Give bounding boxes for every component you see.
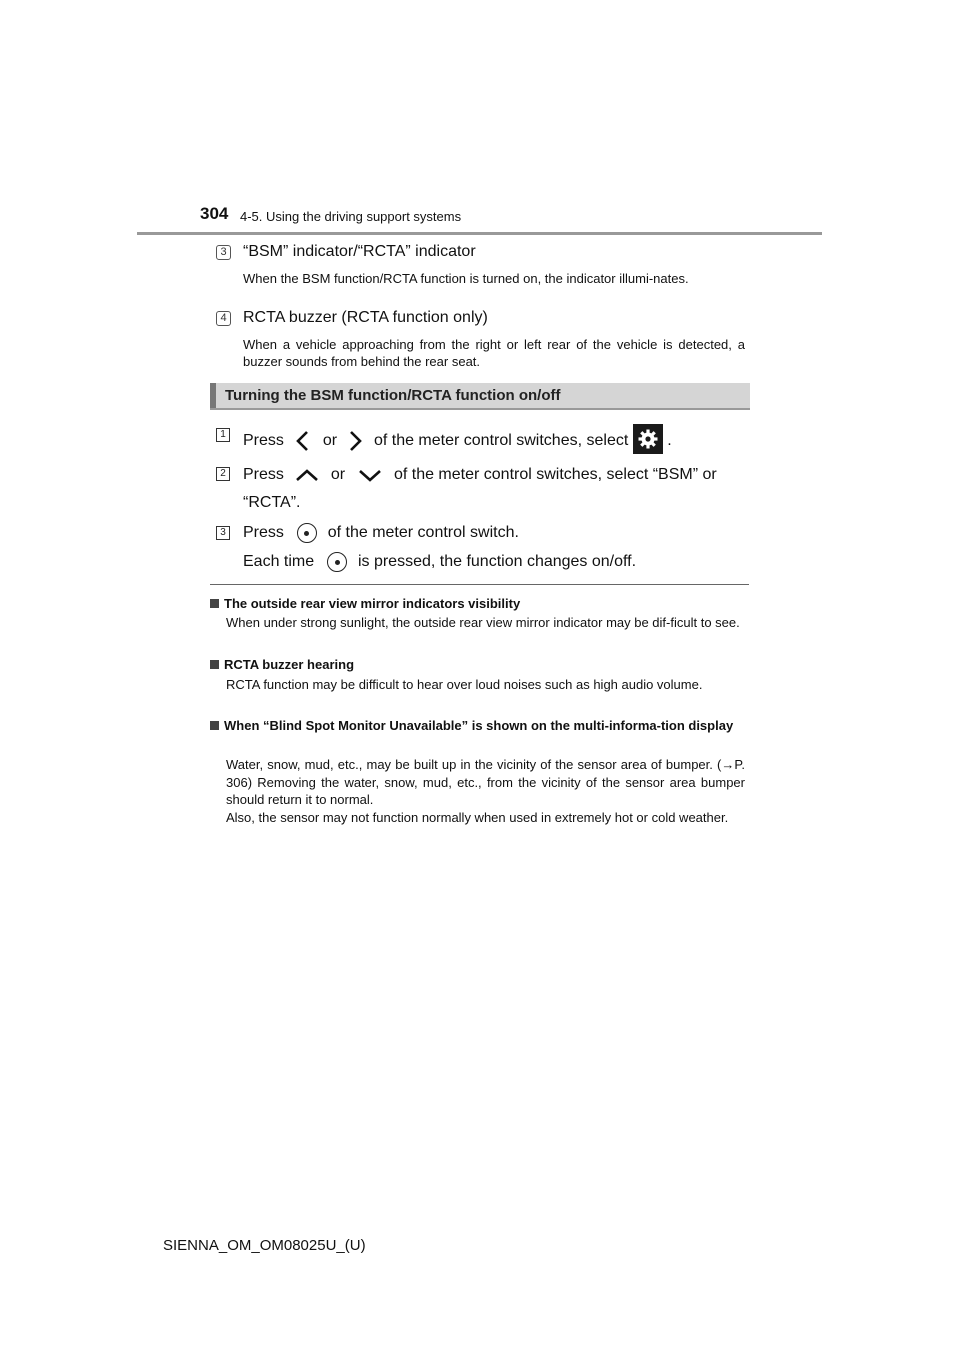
heading-accent-bar <box>210 383 216 408</box>
header-divider <box>137 232 822 235</box>
bullet-square-icon <box>210 599 219 608</box>
step-1-rest: of the meter control switches, select <box>373 432 629 450</box>
bullet-square-icon <box>210 721 219 730</box>
note-title-mirror-visibility: The outside rear view mirror indicators visibility <box>210 595 750 612</box>
step-2-continued: “RCTA”. <box>243 494 301 511</box>
procedure-heading <box>210 383 750 410</box>
step-2-text <box>243 465 717 485</box>
legend-number-4: 4 <box>216 311 231 326</box>
step-3-rest: of the meter control switch. <box>327 524 519 542</box>
legend-desc-rcta-buzzer: When a vehicle approaching from the right or left rear of the vehicle is detected, a buzzer sounds from behind the rear seat. <box>243 337 745 369</box>
notes-divider <box>210 584 749 585</box>
dot-button-icon <box>327 552 347 572</box>
chevron-down-icon <box>350 465 390 485</box>
step-2-press: Press <box>243 466 284 484</box>
procedure-heading-text: Turning the BSM function/RCTA function on/off <box>225 387 561 404</box>
legend-title-bsm-indicator: “BSM” indicator/“RCTA” indicator <box>243 243 476 260</box>
step-number-2: 2 <box>216 467 230 481</box>
legend-number-3: 3 <box>216 245 231 260</box>
step-2-rest: of the meter control switches, select “BSM” or <box>393 466 717 484</box>
note-body-mirror-visibility: When under strong sunlight, the outside rear view mirror indicator may be dif-ficult to see. <box>226 615 740 630</box>
bullet-square-icon <box>210 660 219 669</box>
step-1-text <box>243 426 672 456</box>
step-1-press: Press <box>243 432 284 450</box>
footer-document-code: SIENNA_OM_OM08025U_(U) <box>163 1237 366 1254</box>
step-3-text <box>243 523 519 543</box>
step-3-sub-rest: is pressed, the function changes on/off. <box>357 553 637 571</box>
chevron-up-icon <box>288 465 326 485</box>
note-title-bsm-unavailable: When “Blind Spot Monitor Unavailable” is shown on the multi-informa-tion display <box>210 717 750 734</box>
legend-title-rcta-buzzer: RCTA buzzer (RCTA function only) <box>243 309 488 326</box>
section-title: 4-5. Using the driving support systems <box>240 209 462 224</box>
step-number-1: 1 <box>216 428 230 442</box>
note-body-buzzer-hearing: RCTA function may be difficult to hear over loud noises such as high audio volume. <box>226 677 703 692</box>
step-3-press: Press <box>243 524 284 542</box>
step-3-each-time: Each time <box>243 553 315 571</box>
chevron-right-icon <box>342 429 370 453</box>
step-2-or: or <box>330 466 346 484</box>
note-title-buzzer-hearing: RCTA buzzer hearing <box>210 656 750 673</box>
settings-gear-icon <box>633 424 663 454</box>
step-number-3: 3 <box>216 526 230 540</box>
dot-button-icon <box>297 523 317 543</box>
page-number: 304 <box>200 204 229 223</box>
note-body-bsm-unavailable: Water, snow, mud, etc., may be built up in the vicinity of the sensor area of bumper. (→P. 306) Removing the water, snow, mud, etc., from the vicinity of the sensor area bumper should return it to normal. Also, the sensor may not function normally when used in extremely hot or cold weather. <box>226 757 745 825</box>
step-1-period: . <box>667 432 672 450</box>
step-1-or: or <box>322 432 338 450</box>
legend-desc-bsm-indicator: When the BSM function/RCTA function is turned on, the indicator illumi-nates. <box>243 271 689 286</box>
chevron-left-icon <box>288 429 318 453</box>
step-3-subtext <box>243 552 636 572</box>
